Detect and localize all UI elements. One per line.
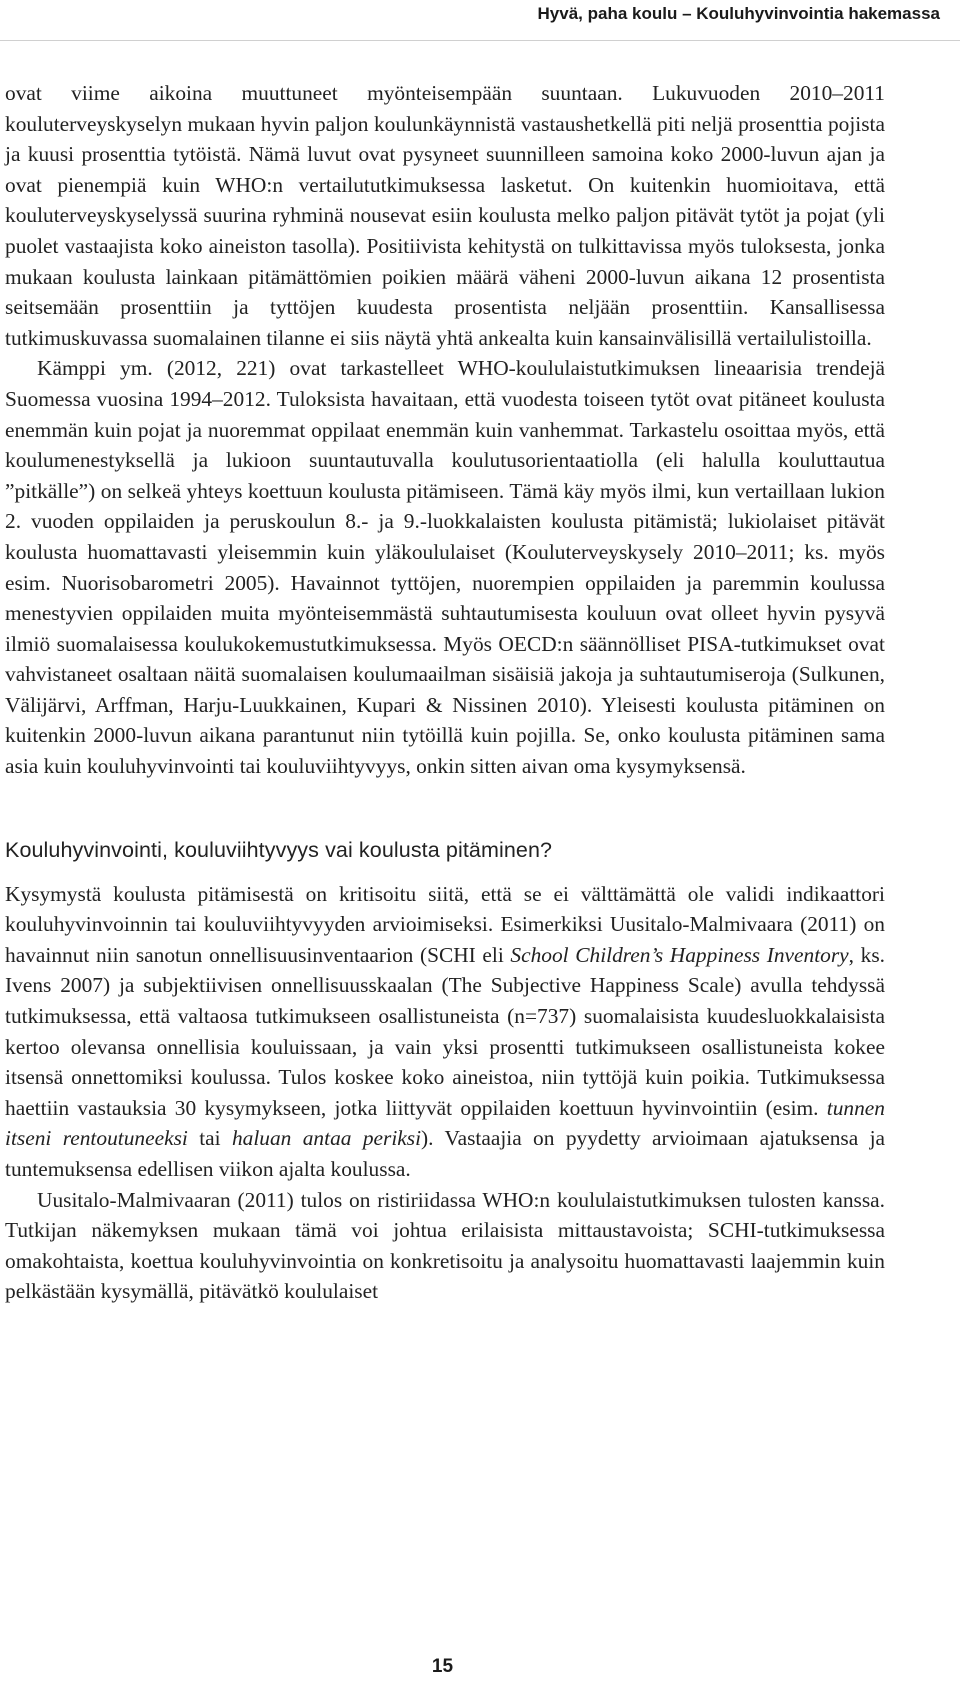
paragraph-4: Uusitalo-Malmivaaran (2011) tulos on ristiriidassa WHO:n koululaistutkimuksen tulosten kanssa. Tutkijan näkemyksen mukaan tämä voi johtua erilaisista mittaustavoista; SCHI-tutkimuksessa omakohtaista, koettua kouluhyvinvointia on konkretisoitu ja analysoitu huomattavasti laajemmin kuin pelkästään kysymällä, pitävätkö koululaiset: [5, 1187, 885, 1304]
section-heading: Kouluhyvinvointi, kouluviihtyvyys vai koulusta pitäminen?: [5, 837, 553, 862]
paragraph-3: [5, 879, 885, 1185]
page-number: 15: [431, 1656, 454, 1677]
paragraph-3-italic-term: School Children’s Happiness Inventory: [510, 942, 849, 967]
paragraph-3-text-c: tai: [187, 1126, 232, 1151]
paragraph-1: ovat viime aikoina muuttuneet myönteisempään suuntaan. Lukuvuoden 2010–2011 kouluterveyskyselyn mukaan hyvin paljon koulunkäynnistä vastaushetkellä piti neljä prosenttia pojista ja kuusi prosenttia tytöistä. Nämä luvut ovat pysyneet suunnilleen samoina koko 2000-luvun ajan ja ovat pienempiä kuin WHO:n vertailututkimuksessa lasketut. On kuitenkin huomioitava, että kouluterveyskyselyssä suurina ryhminä nousevat esiin koulusta melko paljon pitävät tytöt ja pojat (yli puolet vastaajista koko aineiston tasolla). Positiivista kehitystä on tulkittavissa myös tuloksesta, jonka mukaan koulusta lainkaan pitämättömien poikien määrä väheni 2000-luvun aikana 12 prosentista seitsemään prosenttiin ja tyttöjen kuudesta prosentista neljään prosenttiin. Kansallisessa tutkimuskuvassa suomalainen tilanne ei siis näytä yhtä ankealta kuin kansainvälisillä vertailulistoilla.: [5, 81, 885, 350]
paragraph-2: Kämppi ym. (2012, 221) ovat tarkastelleet WHO-koululaistutkimuksen lineaarisia trendejä Suomessa vuosina 1994–2012. Tuloksista havaitaan, että vuodesta toiseen tytöt ovat pitäneet koulusta enemmän kuin pojat ja nuoremmat oppilaat enemmän kuin vanhemmat. Tarkastelu osoittaa myös, että koulumenestyksellä ja lukioon suuntautuvalla koulutusorientaatiolla (eli halulla kouluttautua ”pitkälle”) on selkeä yhteys koettuun koulusta pitämiseen. Tämä käy myös ilmi, kun vertaillaan lukion 2. vuoden oppilaiden ja peruskoulun 8.- ja 9.-luokkalaisten koulusta pitämistä; lukiolaiset pitävät koulusta huomattavasti yleisemmin kuin yläkoululaiset (Kouluterveyskysely 2010–2011; ks. myös esim. Nuorisobarometri 2005). Havainnot tyttöjen, nuorempien oppilaiden ja paremmin koulussa menestyvien oppilaiden muita myönteisemmästä suhtautumisesta kouluun ovat olleet hyvin pysyvä ilmiö suomalaisessa koulukokemustutkimuksessa. Myös OECD:n säännölliset PISA-tutkimukset ovat vahvistaneet osaltaan näitä suomalaisen koulumaailman sisäisiä jakoja ja suhtautumiseroja (Sulkunen, Välijärvi, Arffman, Harju-Luukkainen, Kupari & Nissinen 2010). Yleisesti koulusta pitäminen on kuitenkin 2000-luvun aikana parantunut niin tytöillä kuin pojilla. Se, onko koulusta pitäminen sama asia kuin kouluhyvinvointi tai kouluviihtyvyys, onkin sitten aivan oma kysymyksensä.: [5, 356, 885, 779]
paragraph-3-text-a: Kysymystä koulusta pitämisestä on kritisoitu siitä, että se ei välttämättä ole validi indikaattori kouluhyvinvoinnin tai kouluviihtyvyyden arvioimiseksi. Esimerkiksi Uusitalo-Malmivaara (2011) on havainnut niin sanotun onnellisuusinventaarion (SCHI eli: [5, 881, 885, 967]
paragraph-3-text-b: , ks. Ivens 2007) ja subjektiivisen onnellisuusskaalan (The Subjective Happiness Scale) avulla tehdyssä tutkimuksessa, että valtaosa tutkimukseen osallistuneista (n=737) suomalaisista kuudesluokkalaisista kertoo olevansa onnellisia kouluissaan, ja vain yksi prosentti tutkimukseen osallistuneista kokee itsensä onnettomiksi koulussa. Tulos koskee koko aineistoa, niin tyttöjä kuin poikia. Tutkimuksessa haettiin vastauksia 30 kysymykseen, jotka liittyvät oppilaiden koettuun hyvinvointiin (esim.: [5, 942, 885, 1120]
header-divider: [0, 40, 960, 41]
page-body: [5, 78, 885, 1307]
paragraph-3-italic-example-1: tunnen itseni rentoutuneeksi: [5, 1095, 885, 1151]
paragraph-3-text-d: ). Vastaajia on pyydetty arvioimaan ajatuksensa ja tuntemuksensa edellisen viikon ajalta koulussa.: [5, 1126, 886, 1181]
running-header: Hyvä, paha koulu – Kouluhyvinvointia hakemassa: [537, 4, 940, 23]
paragraph-3-italic-example-2: haluan antaa periksi: [231, 1126, 422, 1151]
